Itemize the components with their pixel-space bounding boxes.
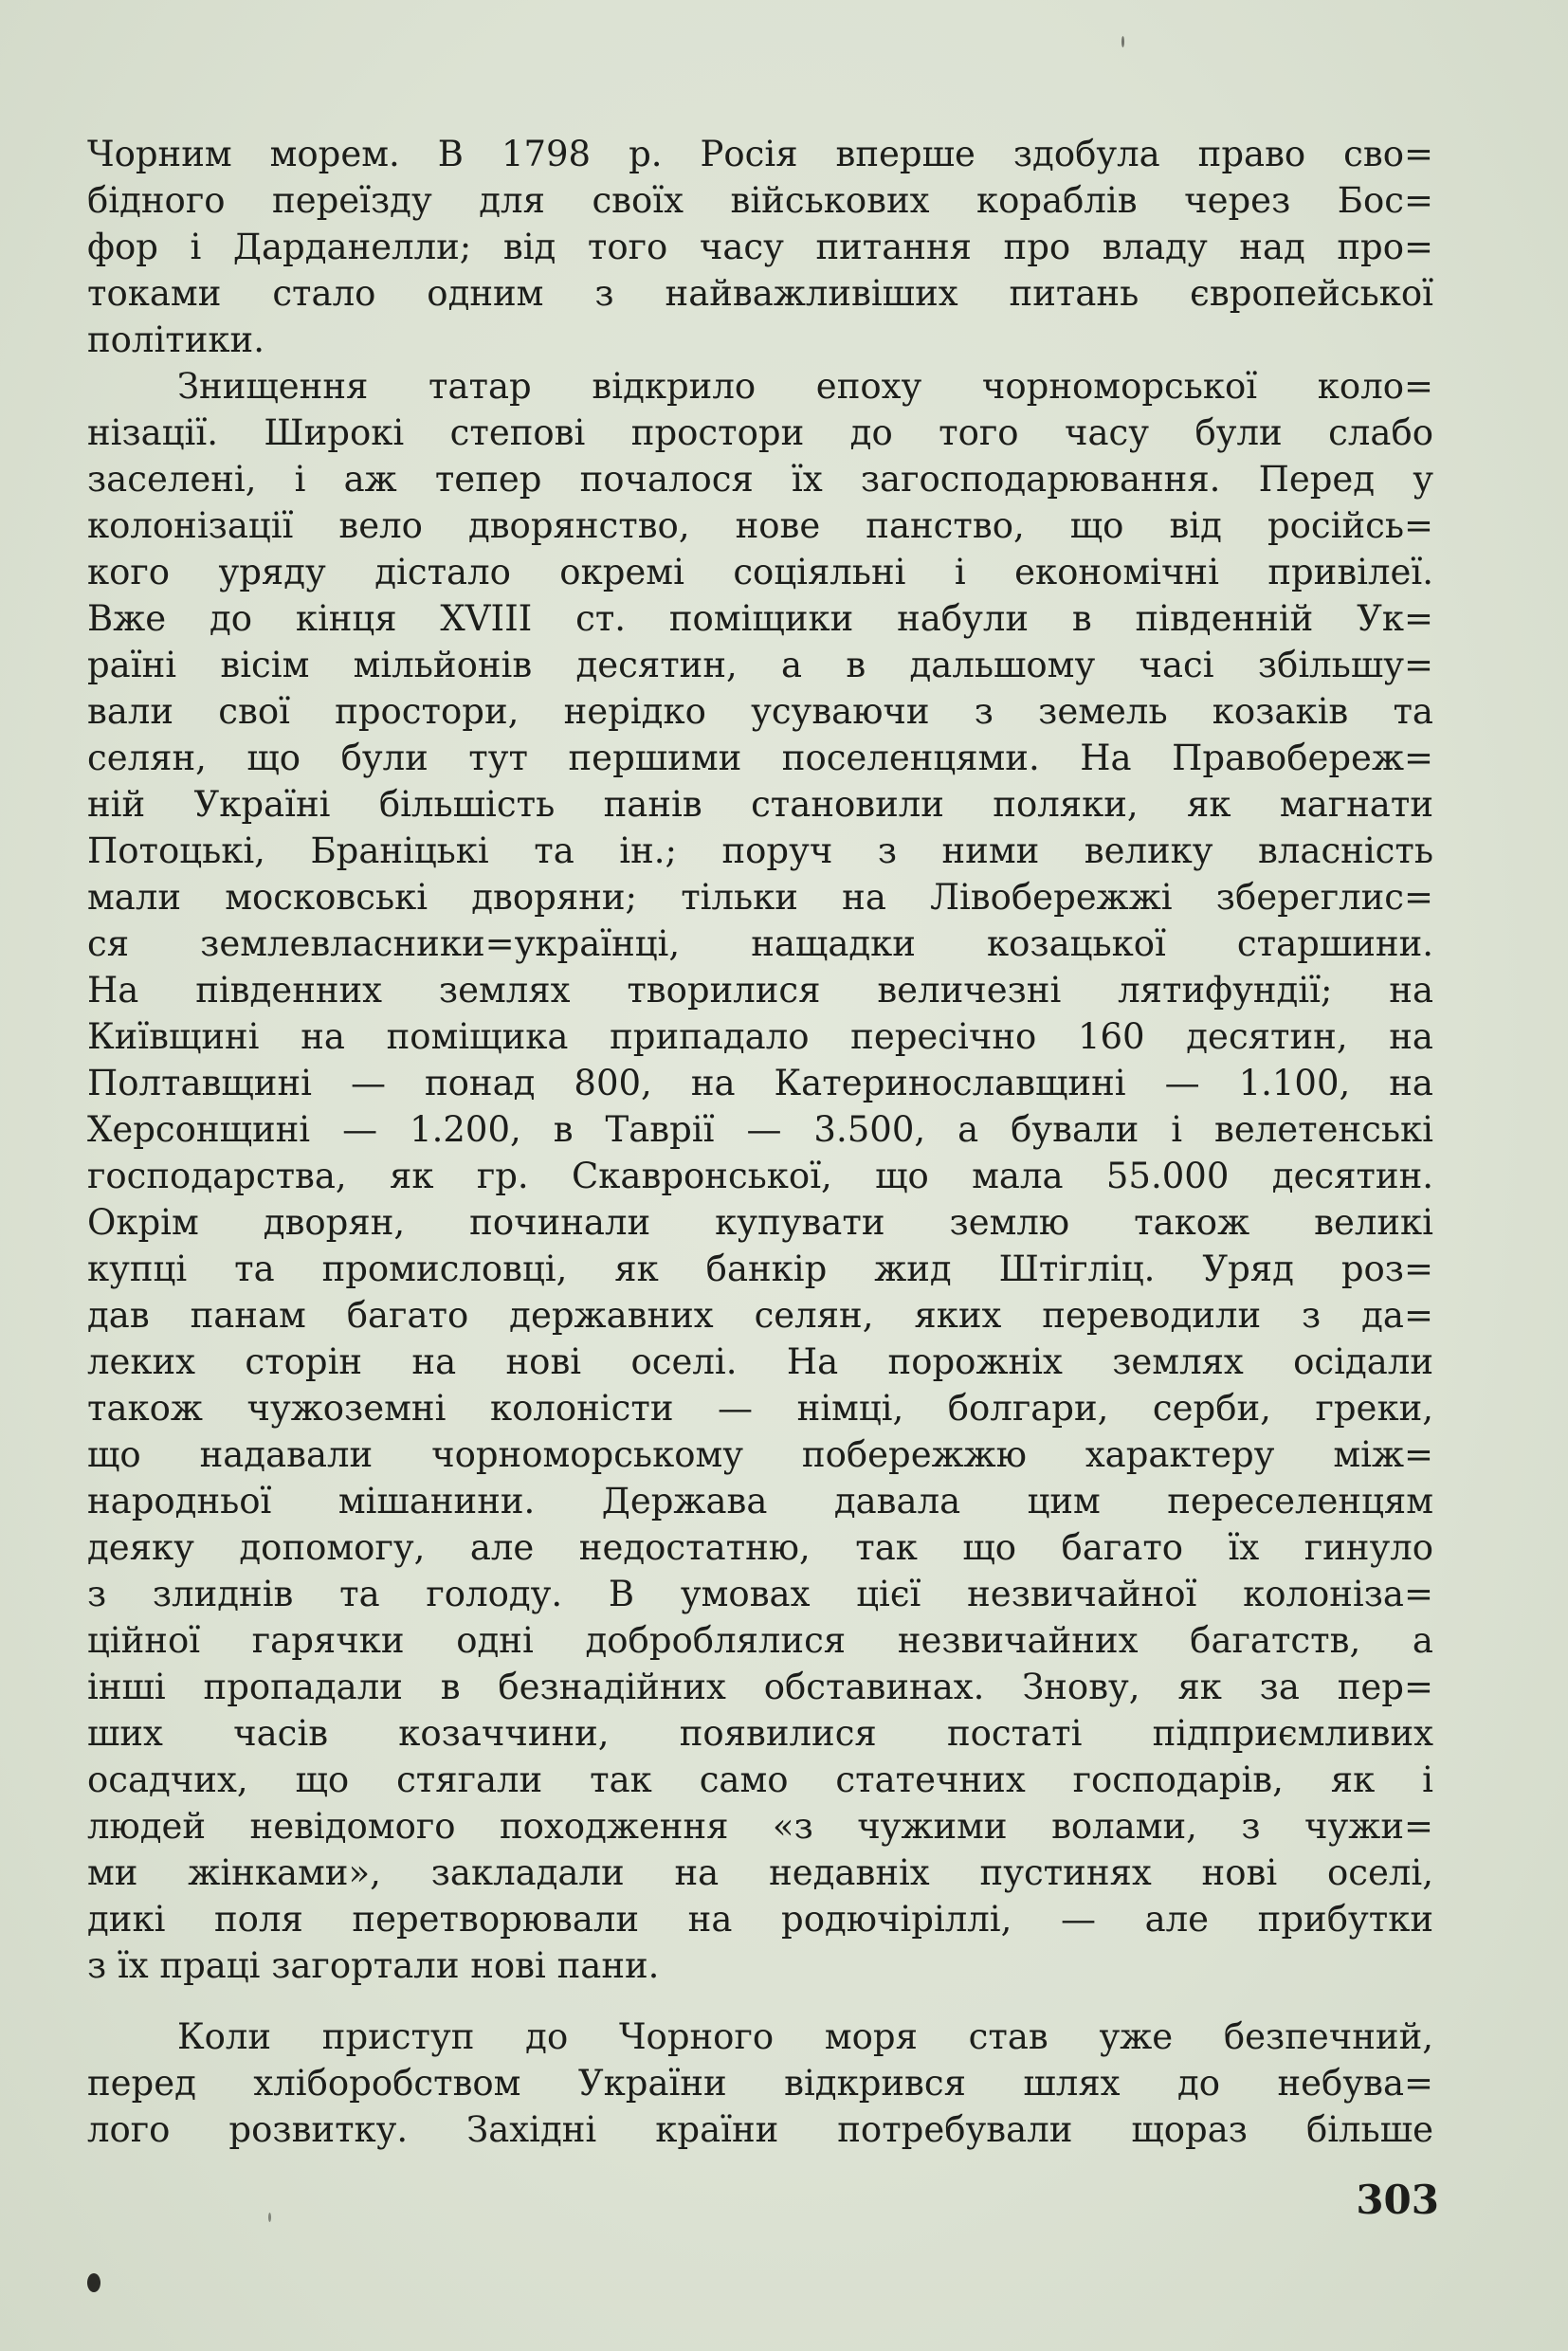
text-line: вали свої простори, нерідко усуваючи з земель козаків та — [87, 691, 1433, 732]
text-line: дав панам багато державних селян, яких переводили з да= — [87, 1295, 1433, 1336]
ink-speck — [268, 2213, 271, 2222]
text-line: раїні вісім мільйонів десятин, а в дальшому часі збільшу= — [87, 645, 1433, 685]
text-line: бідного переїзду для своїх військових кораблів через Бос= — [87, 180, 1433, 221]
page-number: 303 — [1356, 2177, 1439, 2223]
text-line: На південних землях творилися величезні лятифундії; на — [87, 970, 1433, 1011]
text-line: леких сторін на нові оселі. На порожніх землях осідали — [87, 1341, 1433, 1382]
text-line: політики. — [87, 319, 264, 360]
paragraph — [87, 2014, 1433, 2153]
text-line: заселені, і аж тепер почалося їх загосподарювання. Перед у — [87, 459, 1433, 500]
text-line: ми жінками», закладали на недавніх пустинях нові оселі, — [87, 1852, 1433, 1893]
text-line: лого розвитку. Західні країни потребували щораз більше — [87, 2109, 1433, 2150]
paragraph — [87, 363, 1433, 1989]
text-line: народньої мішанини. Держава давала цим переселенцям — [87, 1481, 1433, 1522]
text-line: токами стало одним з найважливіших питань європейської — [87, 273, 1433, 314]
text-line: кого уряду дістало окремі соціяльні і економічні привілеї. — [87, 552, 1433, 592]
text-line: господарства, як гр. Скавронської, що мала 55.000 десятин. — [87, 1156, 1433, 1196]
text-line: Чорним морем. В 1798 р. Росія вперше здобула право сво= — [87, 134, 1433, 174]
text-line: мали московські дворяни; тільки на Лівобережжі збереглис= — [87, 877, 1433, 918]
text-line: дикі поля перетворювали на родючіріллі, — але прибутки — [87, 1899, 1433, 1940]
text-line: Окрім дворян, починали купувати землю також великі — [87, 1202, 1433, 1243]
text-line: купці та промисловці, як банкір жид Штігліц. Уряд роз= — [87, 1248, 1433, 1289]
text-line: нізації. Широкі степові простори до того часу були слабо — [87, 412, 1433, 453]
ink-speck — [1121, 36, 1124, 47]
text-line: ших часів козаччини, появилися постаті підприємливих — [87, 1713, 1433, 1754]
text-line: Полтавщині — понад 800, на Катеринославщині — 1.100, на — [87, 1063, 1433, 1103]
text-line: людей невідомого походження «з чужими волами, з чужи= — [87, 1806, 1433, 1847]
text-line: Потоцькі, Браніцькі та ін.; поруч з ними велику власність — [87, 830, 1433, 871]
body-text — [87, 131, 1433, 2153]
text-line: Херсонщині — 1.200, в Таврії — 3.500, а бували і велетенські — [87, 1109, 1433, 1150]
text-line: Вже до кінця XVIII ст. поміщики набули в південній Ук= — [87, 598, 1433, 639]
text-line: що надавали чорноморському побережжю характеру між= — [87, 1434, 1433, 1475]
paragraph — [87, 131, 1433, 363]
text-line: з злиднів та голоду. В умовах цієї незвичайної колоніза= — [87, 1574, 1433, 1614]
text-line: інші пропадали в безнадійних обставинах. Знову, як за пер= — [87, 1667, 1433, 1707]
text-line: деяку допомогу, але недостатню, так що багато їх гинуло — [87, 1527, 1433, 1568]
ink-speck — [87, 2273, 100, 2292]
text-line: також чужоземні колоністи — німці, болгари, серби, греки, — [87, 1388, 1433, 1429]
text-line: ційної гарячки одні доброблялися незвичайних багатств, а — [87, 1620, 1433, 1661]
text-line: перед хліборобством України відкрився шлях до небува= — [87, 2063, 1433, 2104]
text-line: колонізації вело дворянство, нове панство, що від російсь= — [87, 505, 1433, 546]
text-line: ній Україні більшість панів становили поляки, як магнати — [87, 784, 1433, 825]
text-line: ся землевласники=українці, нащадки козацької старшини. — [87, 923, 1433, 964]
text-line: Знищення татар відкрило епоху чорноморської коло= — [177, 366, 1433, 407]
paragraph-gap — [87, 1989, 1433, 2014]
text-line: з їх праці загортали нові пани. — [87, 1945, 660, 1986]
text-line: фор і Дарданелли; від того часу питання про владу над про= — [87, 227, 1433, 267]
text-line: Коли приступ до Чорного моря став уже безпечний, — [177, 2016, 1433, 2057]
text-line: осадчих, що стягали так само статечних господарів, як і — [87, 1759, 1433, 1800]
text-line: Київщині на поміщика припадало пересічно 160 десятин, на — [87, 1016, 1433, 1057]
text-line: селян, що були тут першими поселенцями. На Правобереж= — [87, 738, 1433, 778]
